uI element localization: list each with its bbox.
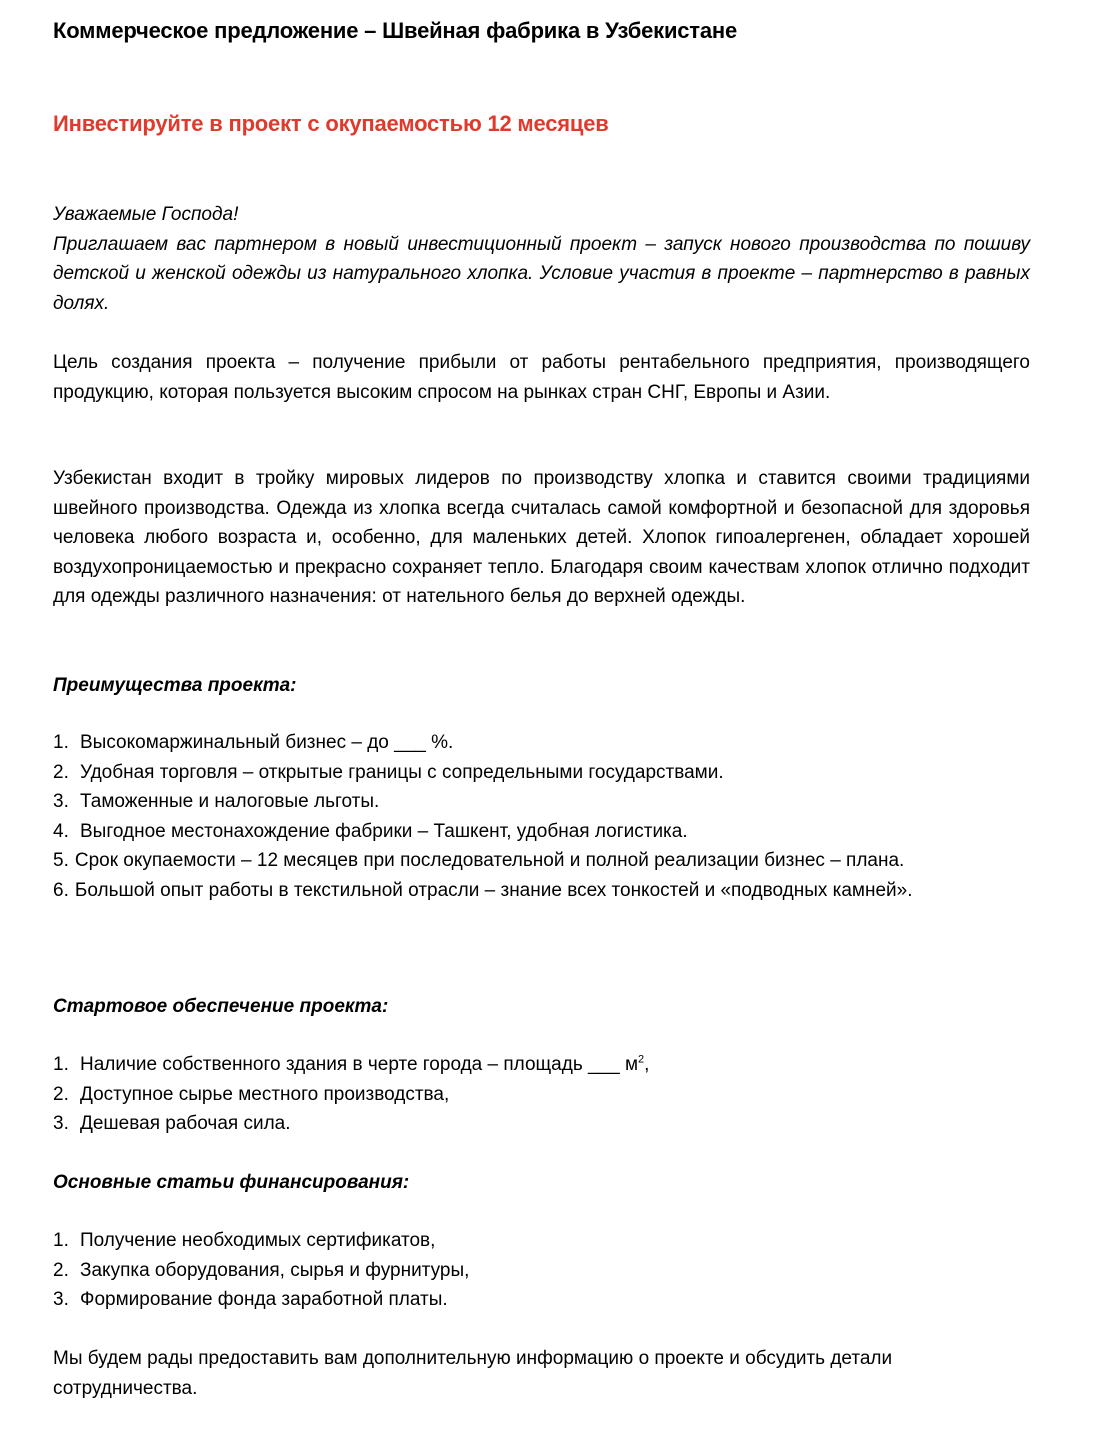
financing-heading: Основные статьи финансирования: [53, 1172, 410, 1193]
list-item: 5. Срок окупаемости – 12 месяцев при последовательной и полной реализации бизнес – плана. [53, 850, 905, 871]
greeting: Уважаемые Господа! [53, 204, 239, 225]
list-item: 3. Формирование фонда заработной платы. [53, 1289, 448, 1310]
advantages-heading: Преимущества проекта: [53, 675, 297, 696]
document-subtitle: Инвестируйте в проект с окупаемостью 12 месяцев [53, 111, 609, 136]
list-item: 3. Дешевая рабочая сила. [53, 1113, 291, 1134]
list-item: 2. Доступное сырье местного производства, [53, 1083, 450, 1105]
startup-list [53, 1050, 1030, 1139]
startup-heading: Стартовое обеспечение проекта: [53, 996, 389, 1017]
list-item: 3. Таможенные и налоговые льготы. [53, 791, 380, 812]
list-item: 6. Большой опыт работы в текстильной отрасли – знание всех тонкостей и «подводных камней». [53, 879, 913, 901]
closing-paragraph: Мы будем рады предоставить вам дополнительную информацию о проекте и обсудить детали сотрудничества. [53, 1348, 893, 1399]
list-item: 1. Высокомаржинальный бизнес – до ___ %. [53, 732, 454, 753]
list-item: 2. Удобная торговля – открытые границы с сопредельными государствами. [53, 761, 724, 783]
goal-paragraph: Цель создания проекта – получение прибыли от работы рентабельного предприятия, производящего продукцию, которая пользуется высоким спросом на рынках стран СНГ, Европы и Азии. [53, 352, 1030, 403]
invitation-paragraph: Приглашаем вас партнером в новый инвестиционный проект – запуск нового производства по пошиву детской и женской одежды из натурального хлопка. Условие участия в проекте – партнерство в равных долях. [53, 233, 1030, 314]
list-item: 1. Наличие собственного здания в черте города – площадь ___ $м^2$, [53, 1053, 650, 1075]
financing-list [53, 1226, 1030, 1315]
uzbekistan-paragraph: Узбекистан входит в тройку мировых лидеров по производству хлопка и ставится своими традициями швейного производства. Одежда из хлопка всегда считалась самой комфортной и безопасной для здоровья человека любого возраста и, особенно, для маленьких детей. Хлопок гипоалергенен, обладает хорошей воздухопроницаемостью и прекрасно сохраняет тепло. Благодаря своим качествам хлопок отлично подходит для одежды различного назначения: от нательного белья до верхней одежды. [53, 468, 1030, 607]
greeting-section [53, 200, 1030, 318]
document-title: Коммерческое предложение – Швейная фабрика в Узбекистане [53, 18, 738, 43]
advantages-list [53, 728, 1030, 905]
list-item: 4. Выгодное местонахождение фабрики – Ташкент, удобная логистика. [53, 820, 688, 842]
list-item: 2. Закупка оборудования, сырья и фурнитуры, [53, 1259, 470, 1281]
list-item: 1. Получение необходимых сертификатов, [53, 1230, 436, 1251]
